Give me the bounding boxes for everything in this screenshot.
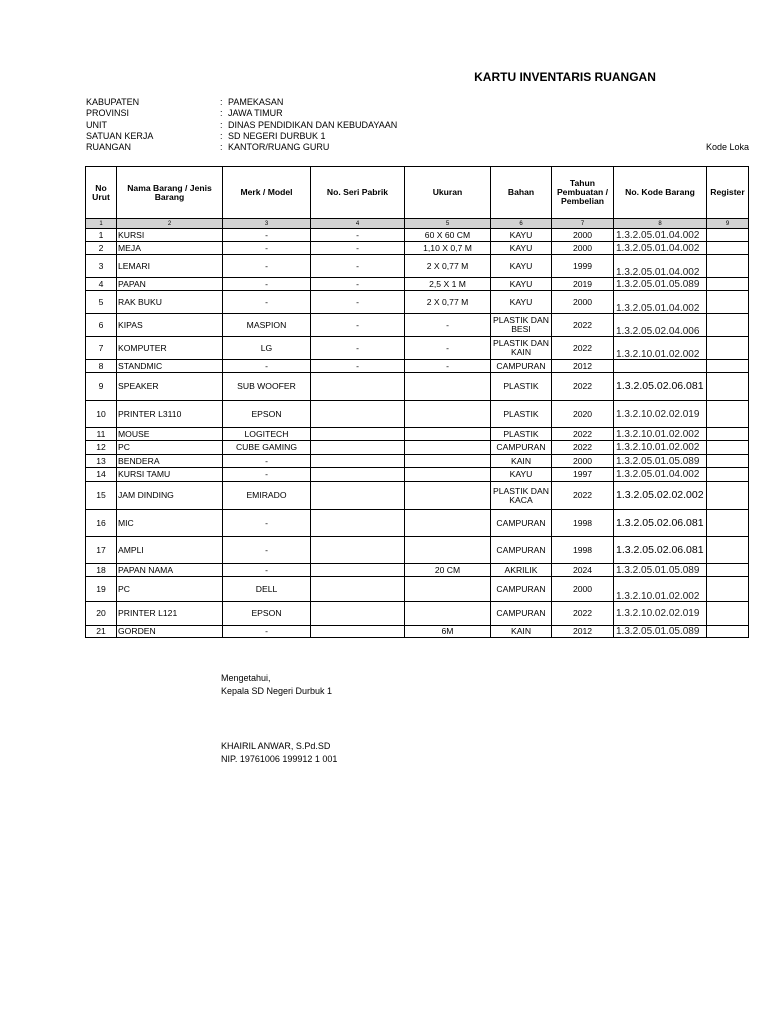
item-code: 1.3.2.05.02.04.006 [614,314,707,337]
row-number: 13 [86,455,117,468]
table-row [86,441,749,455]
size: 60 X 60 CM [405,229,491,242]
material: KAYU [491,468,552,482]
serial-number: - [311,314,405,337]
column-number: 5 [405,219,491,229]
table-row [86,373,749,401]
item-code: 1.3.2.05.01.04.002 [614,468,707,482]
register [707,482,749,510]
register [707,455,749,468]
header-row [86,167,749,219]
item-name: PC [117,577,223,602]
register [707,242,749,255]
item-name: PRINTER L121 [117,602,223,626]
size: 1,10 X 0,7 M [405,242,491,255]
item-name: SPEAKER [117,373,223,401]
material: PLASTIK DAN KAIN [491,337,552,360]
size: 6M [405,626,491,638]
brand-model: - [223,455,311,468]
table-row [86,401,749,428]
item-code: 1.3.2.10.01.02.002 [614,337,707,360]
register [707,626,749,638]
table-row [86,602,749,626]
column-number: 8 [614,219,707,229]
register [707,441,749,455]
info-value: DINAS PENDIDIKAN DAN KEBUDAYAAN [228,119,398,130]
row-number: 8 [86,360,117,373]
info-label: KABUPATEN [86,97,140,107]
serial-number [311,577,405,602]
item-name: GORDEN [117,626,223,638]
table-row [86,314,749,337]
register [707,255,749,278]
serial-number [311,564,405,577]
serial-number: - [311,255,405,278]
item-code: 1.3.2.10.01.02.002 [614,428,707,441]
info-row [86,97,397,108]
brand-model: - [223,626,311,638]
size: 2,5 X 1 M [405,278,491,291]
register [707,278,749,291]
serial-number [311,626,405,638]
register [707,314,749,337]
serial-number [311,510,405,537]
column-header: No Urut [86,167,117,219]
table-row [86,229,749,242]
table-row [86,428,749,441]
info-separator: : [220,108,223,119]
size [405,428,491,441]
column-header: Register [707,167,749,219]
serial-number: - [311,337,405,360]
item-name: JAM DINDING [117,482,223,510]
year: 1998 [552,537,614,564]
inventory-table [85,166,749,638]
info-label: RUANGAN [86,142,132,153]
item-code: 1.3.2.05.01.05.089 [614,455,707,468]
column-number: 7 [552,219,614,229]
material: KAYU [491,278,552,291]
signatory-name: KHAIRIL ANWAR, S.Pd.SD [221,741,331,751]
register [707,510,749,537]
signatory-nip: NIP. 19761006 199912 1 001 [221,753,338,764]
table-row [86,468,749,482]
info-row [86,142,397,153]
table-row [86,360,749,373]
year: 2000 [552,242,614,255]
item-code: 1.3.2.05.01.05.089 [614,278,707,291]
info-separator: : [220,130,223,141]
size [405,537,491,564]
item-name: BENDERA [117,455,223,468]
serial-number: - [311,291,405,314]
material: CAMPURAN [491,577,552,602]
item-name: LEMARI [117,255,223,278]
year: 1999 [552,255,614,278]
item-code: 1.3.2.10.02.02.019 [614,602,707,626]
register [707,291,749,314]
item-name: KURSI [117,229,223,242]
item-code: 1.3.2.10.02.02.019 [614,401,707,428]
material: PLASTIK [491,428,552,441]
year: 2012 [552,626,614,638]
row-number: 5 [86,291,117,314]
item-name: PRINTER L3110 [117,401,223,428]
register [707,428,749,441]
serial-number: - [311,278,405,291]
item-name: STANDMIC [117,360,223,373]
year: 2024 [552,564,614,577]
item-name: PC [117,441,223,455]
brand-model: - [223,255,311,278]
serial-number: - [311,242,405,255]
column-number: 2 [117,219,223,229]
item-code: 1.3.2.05.01.04.002 [614,229,707,242]
column-header: Tahun Pembuatan / Pembelian [552,167,614,219]
brand-model: LG [223,337,311,360]
serial-number [311,441,405,455]
item-name: AMPLI [117,537,223,564]
size: - [405,314,491,337]
item-name: RAK BUKU [117,291,223,314]
serial-number [311,373,405,401]
size: - [405,337,491,360]
table-row [86,626,749,638]
material: PLASTIK [491,401,552,428]
serial-number [311,455,405,468]
row-number: 19 [86,577,117,602]
size [405,577,491,602]
year: 1998 [552,510,614,537]
info-row [86,131,397,142]
register [707,337,749,360]
column-header: No. Seri Pabrik [311,167,405,219]
row-number: 10 [86,401,117,428]
register [707,577,749,602]
serial-number [311,482,405,510]
brand-model: - [223,291,311,314]
column-number: 3 [223,219,311,229]
row-number: 14 [86,468,117,482]
material: PLASTIK DAN BESI [491,314,552,337]
row-number: 12 [86,441,117,455]
item-code: 1.3.2.05.02.06.081 [614,510,707,537]
brand-model: EMIRADO [223,482,311,510]
material: AKRILIK [491,564,552,577]
item-code: 1.3.2.05.01.05.089 [614,626,707,638]
size [405,510,491,537]
brand-model: MASPION [223,314,311,337]
info-value: PAMEKASAN [228,97,284,107]
brand-model: - [223,537,311,564]
material: CAMPURAN [491,602,552,626]
size: 2 X 0,77 M [405,255,491,278]
column-header: No. Kode Barang [614,167,707,219]
row-number: 17 [86,537,117,564]
mengetahui-label: Mengetahui, [221,673,271,683]
table-row [86,291,749,314]
serial-number [311,468,405,482]
material: CAMPURAN [491,441,552,455]
item-name: PAPAN NAMA [117,564,223,577]
table-row [86,242,749,255]
item-name: KIPAS [117,314,223,337]
size [405,602,491,626]
size [405,455,491,468]
material: KAYU [491,291,552,314]
column-number: 9 [707,219,749,229]
row-number: 6 [86,314,117,337]
register [707,564,749,577]
size: 20 CM [405,564,491,577]
size: 2 X 0,77 M [405,291,491,314]
item-code: 1.3.2.05.02.06.081 [614,537,707,564]
serial-number [311,428,405,441]
row-number: 1 [86,229,117,242]
item-code: 1.3.2.05.02.06.081 [614,373,707,401]
size [405,482,491,510]
info-value: KANTOR/RUANG GURU [228,142,330,153]
row-number: 7 [86,337,117,360]
row-number: 2 [86,242,117,255]
item-code: 1.3.2.10.01.02.002 [614,441,707,455]
year: 2022 [552,602,614,626]
item-name: MOUSE [117,428,223,441]
item-code [614,360,707,373]
row-number: 9 [86,373,117,401]
year: 2022 [552,441,614,455]
material: CAMPURAN [491,510,552,537]
register [707,373,749,401]
year: 2019 [552,278,614,291]
item-code: 1.3.2.05.01.04.002 [614,242,707,255]
info-separator: : [220,97,223,107]
register [707,602,749,626]
item-name: KOMPUTER [117,337,223,360]
year: 2022 [552,428,614,441]
info-separator: : [220,119,223,130]
size [405,373,491,401]
item-name: KURSI TAMU [117,468,223,482]
row-number: 20 [86,602,117,626]
material: PLASTIK DAN KACA [491,482,552,510]
brand-model: EPSON [223,401,311,428]
size: - [405,360,491,373]
material: KAIN [491,455,552,468]
item-name: MIC [117,510,223,537]
material: CAMPURAN [491,537,552,564]
serial-number [311,401,405,428]
column-number: 6 [491,219,552,229]
row-number: 4 [86,278,117,291]
serial-number [311,602,405,626]
year: 2000 [552,577,614,602]
year: 2022 [552,314,614,337]
year: 1997 [552,468,614,482]
brand-model: - [223,242,311,255]
row-number: 21 [86,626,117,638]
brand-model: - [223,229,311,242]
table-row [86,255,749,278]
table-row [86,482,749,510]
brand-model: DELL [223,577,311,602]
row-number: 15 [86,482,117,510]
item-name: PAPAN [117,278,223,291]
info-separator: : [220,142,223,153]
brand-model: SUB WOOFER [223,373,311,401]
brand-model: - [223,278,311,291]
row-number: 3 [86,255,117,278]
year: 2012 [552,360,614,373]
info-block [86,97,397,153]
year: 2000 [552,229,614,242]
year: 2000 [552,455,614,468]
brand-model: - [223,564,311,577]
column-header: Ukuran [405,167,491,219]
column-number-row [86,219,749,229]
material: KAYU [491,242,552,255]
register [707,401,749,428]
info-value: JAWA TIMUR [228,108,283,119]
table-row [86,337,749,360]
material: CAMPURAN [491,360,552,373]
material: PLASTIK [491,373,552,401]
signature-block [221,672,332,697]
year: 2022 [552,373,614,401]
year: 2000 [552,291,614,314]
kode-loka-label: Kode Loka [706,142,750,152]
signatory-block [221,740,337,765]
size [405,401,491,428]
serial-number: - [311,229,405,242]
jabatan-label: Kepala SD Negeri Durbuk 1 [221,685,333,696]
table-row [86,537,749,564]
year: 2022 [552,337,614,360]
table-row [86,510,749,537]
brand-model: CUBE GAMING [223,441,311,455]
info-row [86,108,397,119]
table-row [86,455,749,468]
material: KAIN [491,626,552,638]
brand-model: - [223,510,311,537]
material: KAYU [491,229,552,242]
item-name: MEJA [117,242,223,255]
brand-model: LOGITECH [223,428,311,441]
size [405,468,491,482]
register [707,229,749,242]
brand-model: - [223,360,311,373]
info-label: PROVINSI [86,108,130,119]
table-row [86,577,749,602]
year: 2020 [552,401,614,428]
info-row [86,120,397,131]
row-number: 11 [86,428,117,441]
item-code: 1.3.2.05.01.04.002 [614,255,707,278]
register [707,360,749,373]
column-header: Merk / Model [223,167,311,219]
material: KAYU [491,255,552,278]
register [707,537,749,564]
column-number: 4 [311,219,405,229]
table-row [86,278,749,291]
register [707,468,749,482]
item-code: 1.3.2.10.01.02.002 [614,577,707,602]
serial-number: - [311,360,405,373]
info-label: UNIT [86,119,107,130]
column-header: Bahan [491,167,552,219]
item-code: 1.3.2.05.01.05.089 [614,564,707,577]
row-number: 18 [86,564,117,577]
serial-number [311,537,405,564]
info-value: SD NEGERI DURBUK 1 [228,130,326,141]
page-title: KARTU INVENTARIS RUANGAN [474,70,656,84]
item-code: 1.3.2.05.02.02.002 [614,482,707,510]
brand-model: - [223,468,311,482]
item-code: 1.3.2.05.01.04.002 [614,291,707,314]
row-number: 16 [86,510,117,537]
size [405,441,491,455]
column-number: 1 [86,219,117,229]
table-row [86,564,749,577]
info-label: SATUAN KERJA [86,130,154,141]
brand-model: EPSON [223,602,311,626]
year: 2022 [552,482,614,510]
column-header: Nama Barang / Jenis Barang [117,167,223,219]
